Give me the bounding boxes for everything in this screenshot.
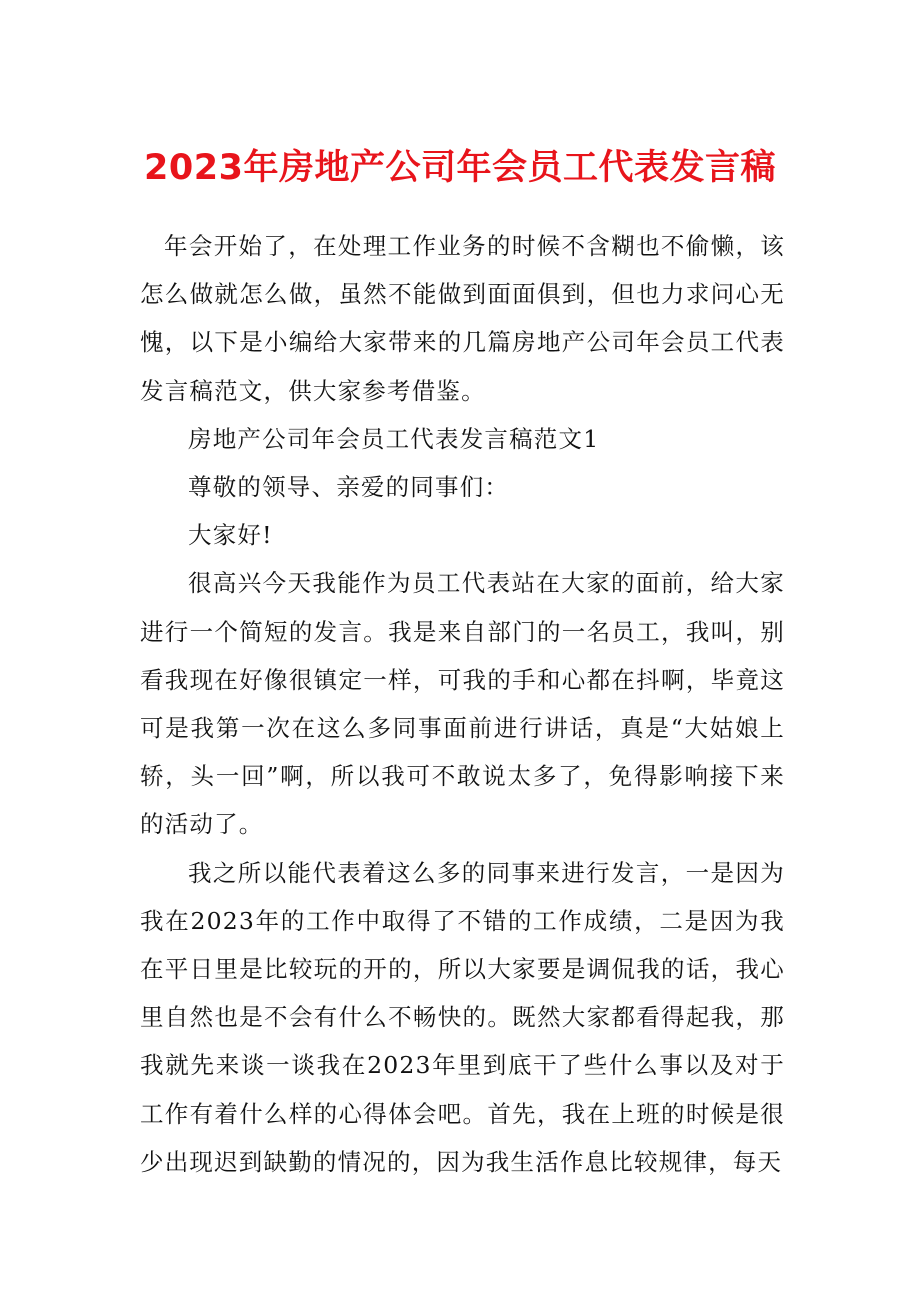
document-body — [140, 222, 785, 1186]
section-heading: 房地产公司年会员工代表发言稿范文1 — [188, 424, 600, 453]
intro-paragraph: 年会开始了，在处理工作业务的时候不含糊也不偷懒，该怎么做就怎么做，虽然不能做到面面俱到，但也力求问心无愧，以下是小编给大家带来的几篇房地产公司年会员工代表发言稿范文，供大家参考借鉴。 — [140, 232, 785, 405]
body-paragraph-2: 我之所以能代表着这么多的同事来进行发言，一是因为我在2023年的工作中取得了不错的工作成绩，二是因为我在平日里是比较玩的开的，所以大家要是调侃我的话，我心里自然也是不会有什么不畅快的。既然大家都看得起我，那我就先来谈一谈我在2023年里到底干了些什么事以及对于工作有着什么样的心得体会吧。首先，我在上班的时候是很少出现迟到缺勤的情况的，因为我生活作息比较规律，每天 — [140, 858, 785, 1176]
document-title: 2023年房地产公司年会员工代表发言稿 — [144, 148, 776, 188]
salutation: 尊敬的领导、亲爱的同事们： — [188, 473, 510, 502]
body-paragraph-1: 很高兴今天我能作为员工代表站在大家的面前，给大家进行一个简短的发言。我是来自部门的一名员工，我叫，别看我现在好像很镇定一样，可我的手和心都在抖啊，毕竟这可是我第一次在这么多同事面前进行讲话，真是“大姑娘上轿，头一回”啊，所以我可不敢说太多了，免得影响接下来的活动了。 — [140, 569, 785, 839]
greeting: 大家好! — [188, 521, 273, 550]
